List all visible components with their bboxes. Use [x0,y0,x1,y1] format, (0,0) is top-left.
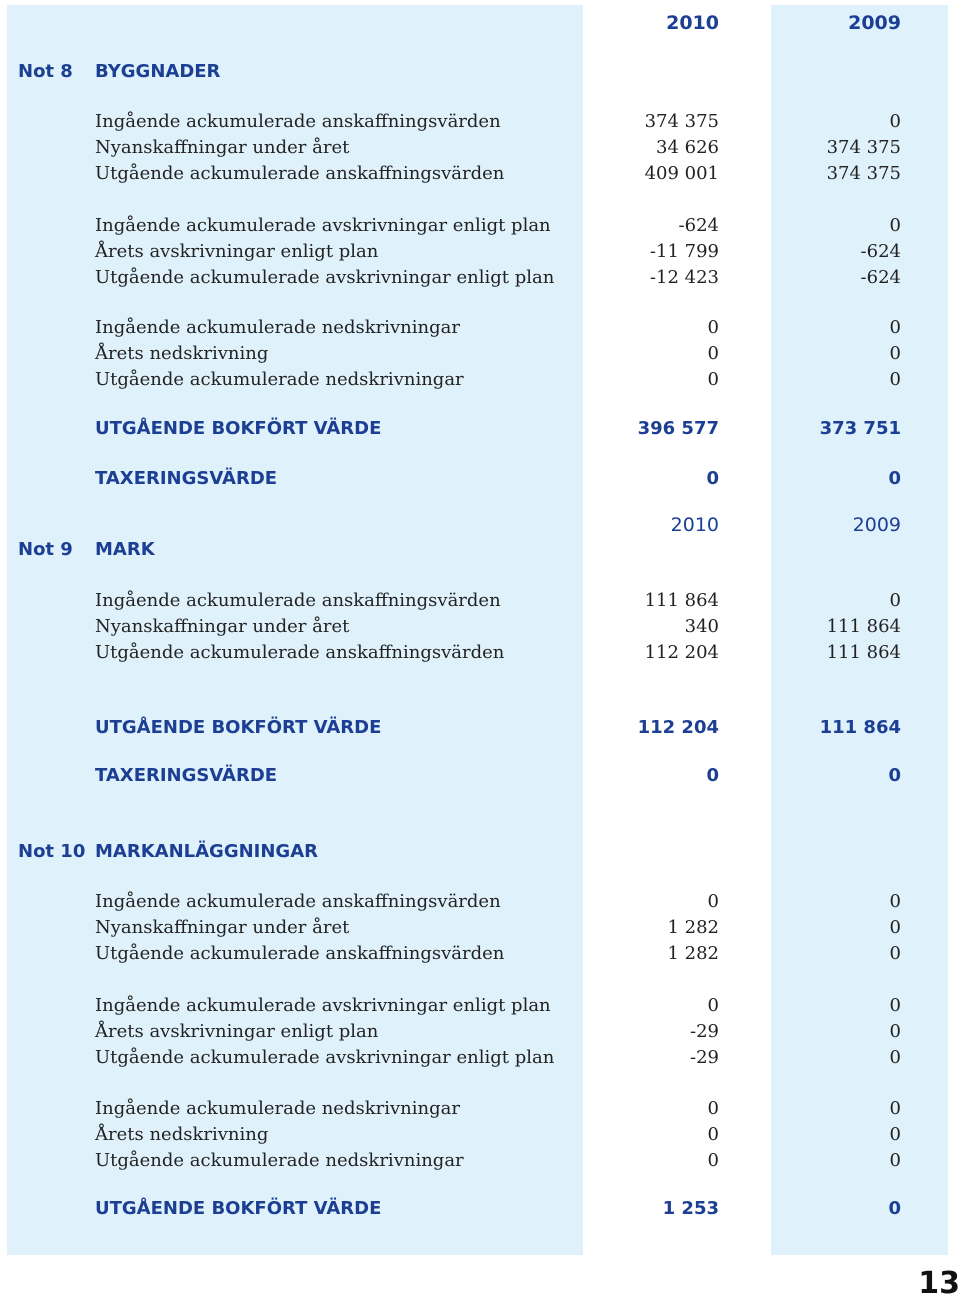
value-2010: 0 [707,1124,719,1145]
value-2010: 111 864 [644,590,719,611]
table-row [0,1045,960,1071]
value-2009: 0 [889,369,901,390]
book-value-row [0,1196,960,1222]
value-2010: 0 [707,995,719,1016]
note9-header [0,537,960,563]
row-label: Årets avskrivningar enligt plan [95,1021,379,1042]
value-2010: 0 [707,891,719,912]
table-row [0,915,960,941]
value-2009: 0 [889,917,901,938]
row-label: Nyanskaffningar under året [95,616,350,637]
row-label: Utgående ackumulerade nedskrivningar [95,369,464,390]
row-label: Nyanskaffningar under året [95,917,350,938]
value-2010: 340 [684,616,719,637]
row-label: Utgående ackumulerade anskaffningsvärden [95,163,505,184]
value-2009: 0 [888,1198,901,1219]
value-2010: -29 [690,1047,719,1068]
value-2009: 374 375 [826,163,901,184]
row-label: Utgående ackumulerade anskaffningsvärden [95,642,505,663]
row-label: Utgående ackumulerade avskrivningar enligt plan [95,1047,555,1068]
value-2009: 0 [889,1047,901,1068]
table-row [0,161,960,187]
table-row [0,265,960,291]
row-label: TAXERINGSVÄRDE [95,765,278,786]
value-2009: -624 [860,241,901,262]
value-2009: 0 [888,765,901,786]
row-label: UTGÅENDE BOKFÖRT VÄRDE [95,717,382,738]
table-row [0,889,960,915]
row-label: Ingående ackumulerade avskrivningar enligt plan [95,215,551,236]
value-2010: 0 [707,317,719,338]
table-row [0,614,960,640]
table-row [0,1122,960,1148]
value-2010: 1 253 [662,1198,719,1219]
note10-header [0,839,960,865]
note8-header [0,59,960,85]
note-number: Not 8 [18,61,73,82]
value-2010: -29 [690,1021,719,1042]
value-2010: 0 [707,343,719,364]
table-row [0,341,960,367]
table-row [0,640,960,666]
value-2009: 0 [889,111,901,132]
row-label: Ingående ackumulerade avskrivningar enligt plan [95,995,551,1016]
value-2010: 409 001 [644,163,719,184]
table-row [0,367,960,393]
value-2009: 373 751 [819,418,901,439]
value-2009: 0 [889,1021,901,1042]
value-2010: 112 204 [637,717,719,738]
value-2010: 1 282 [667,943,719,964]
value-2009: 0 [889,1098,901,1119]
table-row [0,1148,960,1174]
row-label: Årets nedskrivning [95,343,269,364]
value-2009: 0 [889,995,901,1016]
row-label: Ingående ackumulerade anskaffningsvärden [95,891,501,912]
value-2010: -11 799 [649,241,719,262]
year-previous: 2009 [848,12,901,34]
table-row [0,588,960,614]
row-label: Ingående ackumulerade anskaffningsvärden [95,590,501,611]
note-title: MARK [95,539,155,560]
row-label: Årets avskrivningar enligt plan [95,241,379,262]
book-value-row [0,715,960,741]
tax-value-row [0,466,960,492]
value-2009: 0 [889,317,901,338]
table-row [0,315,960,341]
table-row [0,109,960,135]
value-2009: 0 [889,215,901,236]
value-2010: 0 [706,468,719,489]
row-label: Utgående ackumulerade avskrivningar enligt plan [95,267,555,288]
row-label: TAXERINGSVÄRDE [95,468,278,489]
value-2010: 0 [706,765,719,786]
table-row [0,1096,960,1122]
value-2009: 0 [888,468,901,489]
row-label: Nyanskaffningar under året [95,137,350,158]
value-2010: 1 282 [667,917,719,938]
value-2010: 112 204 [644,642,719,663]
table-row [0,213,960,239]
table-row [0,135,960,161]
value-2009: 374 375 [826,137,901,158]
value-2009: -624 [860,267,901,288]
value-2009: 0 [889,1124,901,1145]
value-2009: 0 [889,891,901,912]
row-label: Ingående ackumulerade nedskrivningar [95,317,460,338]
year-current: 2010 [670,514,719,536]
book-value-row [0,416,960,442]
value-2010: -12 423 [649,267,719,288]
value-2009: 0 [889,590,901,611]
row-label: UTGÅENDE BOKFÖRT VÄRDE [95,418,382,439]
row-label: Ingående ackumulerade anskaffningsvärden [95,111,501,132]
value-2009: 0 [889,343,901,364]
year-current: 2010 [666,12,719,34]
note-number: Not 9 [18,539,73,560]
value-2009: 111 864 [826,616,901,637]
value-2010: 0 [707,1098,719,1119]
year-previous: 2009 [852,514,901,536]
value-2009: 111 864 [819,717,901,738]
table-row [0,941,960,967]
row-label: Utgående ackumulerade anskaffningsvärden [95,943,505,964]
row-label: UTGÅENDE BOKFÖRT VÄRDE [95,1198,382,1219]
year-header [0,10,960,36]
value-2010: 374 375 [644,111,719,132]
value-2009: 0 [889,943,901,964]
year-header [0,512,960,538]
row-label: Årets nedskrivning [95,1124,269,1145]
tax-value-row [0,763,960,789]
table-row [0,1019,960,1045]
table-row [0,239,960,265]
note-title: BYGGNADER [95,61,221,82]
value-2010: 34 626 [656,137,719,158]
value-2010: 0 [707,1150,719,1171]
value-2010: 0 [707,369,719,390]
value-2010: -624 [678,215,719,236]
value-2009: 0 [889,1150,901,1171]
value-2010: 396 577 [637,418,719,439]
table-row [0,993,960,1019]
row-label: Utgående ackumulerade nedskrivningar [95,1150,464,1171]
page-number: 13 [918,1266,960,1301]
note-title: MARKANLÄGGNINGAR [95,841,318,862]
row-label: Ingående ackumulerade nedskrivningar [95,1098,460,1119]
note-number: Not 10 [18,841,86,862]
value-2009: 111 864 [826,642,901,663]
